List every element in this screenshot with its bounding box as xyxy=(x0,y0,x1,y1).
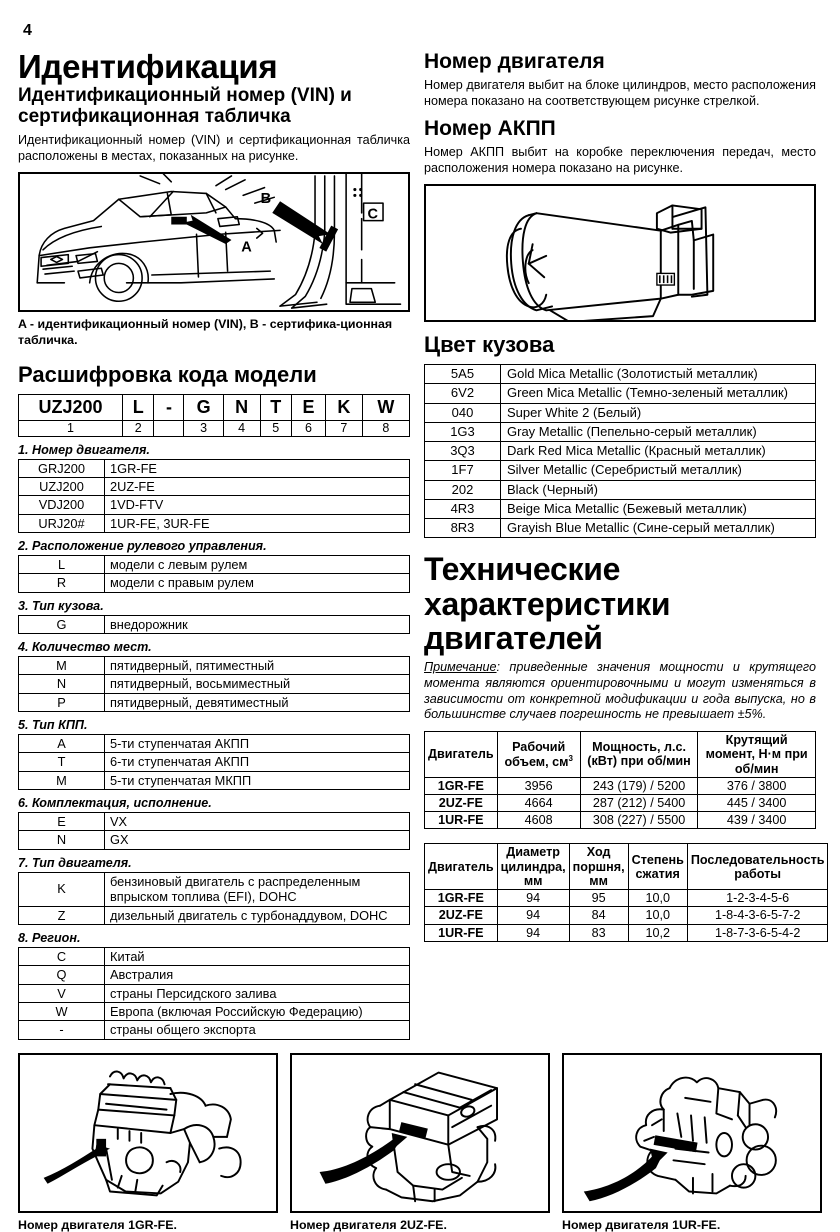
section-index-7: 7. Тип двигателя. xyxy=(18,855,132,870)
akpp-location-figure xyxy=(424,184,816,322)
engine-1ur-fe-figure xyxy=(562,1053,822,1213)
cell-compression: 10,0 xyxy=(628,890,687,907)
table-row xyxy=(425,794,816,811)
section-index-8: 8. Регион. xyxy=(18,930,81,945)
color-name: Super White 2 (Белый) xyxy=(501,403,816,422)
color-code: 3Q3 xyxy=(425,442,501,461)
row-key: VDJ200 xyxy=(19,496,105,514)
code-cell: UZJ200 xyxy=(19,394,123,420)
cell-torque: 445 / 3400 xyxy=(698,794,816,811)
row-key: R xyxy=(19,574,105,592)
cell-compression: 10,0 xyxy=(628,907,687,924)
body-type-table xyxy=(18,615,410,634)
table-row xyxy=(425,461,816,480)
engine-dimensions-table xyxy=(424,843,828,941)
superscript-3: 3 xyxy=(568,753,573,763)
row-value: бензиновый двигатель с распределенным впрыском топлива (EFI), DOHC xyxy=(105,872,410,906)
cell-bore: 94 xyxy=(497,907,569,924)
col-power: Мощность, л.с. (кВт) при об/мин xyxy=(580,732,698,778)
section-subtitle: Идентификационный номер (VIN) и сертификационная табличка xyxy=(18,84,352,127)
row-value: модели с правым рулем xyxy=(105,574,410,592)
table-row xyxy=(19,947,410,965)
model-code-letters-row xyxy=(19,394,410,420)
row-key: N xyxy=(19,675,105,693)
table-row xyxy=(19,966,410,984)
code-cell: T xyxy=(260,394,291,420)
row-key: V xyxy=(19,984,105,1002)
region-table xyxy=(18,947,410,1040)
table-row xyxy=(19,693,410,711)
row-key: GRJ200 xyxy=(19,459,105,477)
row-key: Q xyxy=(19,966,105,984)
cell-stroke: 84 xyxy=(569,907,628,924)
table-row xyxy=(425,519,816,538)
table-row xyxy=(425,499,816,518)
row-value: модели с левым рулем xyxy=(105,556,410,574)
color-name: Black (Черный) xyxy=(501,480,816,499)
row-key: - xyxy=(19,1021,105,1039)
row-key: P xyxy=(19,693,105,711)
row-value: пятидверный, восьмиместный xyxy=(105,675,410,693)
table-row xyxy=(19,1021,410,1039)
row-value: пятидверный, пятиместный xyxy=(105,657,410,675)
engine-figure-cell-1 xyxy=(18,1053,278,1232)
tech-specs-heading: Технические характеристики двигателей xyxy=(424,551,671,656)
svg-text:B: B xyxy=(260,191,272,208)
col-torque: Крутящий момент, Н·м при об/мин xyxy=(698,732,816,778)
table-row xyxy=(425,384,816,403)
akpp-number-heading: Номер АКПП xyxy=(424,117,556,141)
cell-displacement: 4608 xyxy=(497,812,580,829)
right-column xyxy=(424,50,825,956)
code-cell: K xyxy=(326,394,363,420)
row-key: E xyxy=(19,813,105,831)
cell-engine: 1GR-FE xyxy=(425,890,498,907)
cell-engine: 1UR-FE xyxy=(425,924,498,941)
color-code: 202 xyxy=(425,480,501,499)
color-code: 1G3 xyxy=(425,422,501,441)
color-name: Beige Mica Metallic (Бежевый металлик) xyxy=(501,499,816,518)
section-index-5: 5. Тип КПП. xyxy=(18,718,88,733)
cell-power: 287 (212) / 5400 xyxy=(580,794,698,811)
cell-engine: 2UZ-FE xyxy=(425,794,498,811)
vin-figure-caption: A - идентификационный номер (VIN), B - сертифика-ционная табличка. xyxy=(18,317,393,347)
note-text: : приведенные значения мощности и крутящего момента являются ориентировочными и могут изменяться в зависимости от конкретной модификации и года выпуска, но в большинстве случаев погрешность не превышает ±5%. xyxy=(424,660,816,722)
table-row xyxy=(425,907,828,924)
row-value: страны общего экспорта xyxy=(105,1021,410,1039)
cell-firing-order: 1-8-4-3-6-5-7-2 xyxy=(687,907,828,924)
cell-torque: 376 / 3800 xyxy=(698,777,816,794)
cell-engine: 1GR-FE xyxy=(425,777,498,794)
left-column xyxy=(18,50,410,1041)
row-key: T xyxy=(19,753,105,771)
code-cell: N xyxy=(223,394,260,420)
page-title: Идентификация xyxy=(18,48,278,85)
section-index-2: 2. Расположение рулевого управления. xyxy=(18,539,267,554)
svg-text:A: A xyxy=(241,240,252,257)
table-row xyxy=(19,872,410,906)
tech-specs-note xyxy=(424,660,816,723)
cell-stroke: 83 xyxy=(569,924,628,941)
table-row xyxy=(19,771,410,789)
row-value: внедорожник xyxy=(105,615,410,633)
color-code: 8R3 xyxy=(425,519,501,538)
engine-figure-caption-3: Номер двигателя 1UR-FE. xyxy=(562,1217,721,1232)
code-cell: - xyxy=(154,394,184,420)
engine-figures-strip xyxy=(18,1053,822,1232)
row-key: M xyxy=(19,657,105,675)
row-value: 6-ти ступенчатая АКПП xyxy=(105,753,410,771)
code-index: 3 xyxy=(184,420,223,436)
row-key: A xyxy=(19,735,105,753)
row-value: VX xyxy=(105,813,410,831)
row-value: 5-ти ступенчатая МКПП xyxy=(105,771,410,789)
table-row xyxy=(425,422,816,441)
row-value: 5-ти ступенчатая АКПП xyxy=(105,735,410,753)
code-index: 7 xyxy=(326,420,363,436)
row-value: дизельный двигатель с турбонаддувом, DOHC xyxy=(105,906,410,924)
col-compression: Степень сжатия xyxy=(628,844,687,890)
row-key: UZJ200 xyxy=(19,478,105,496)
cell-firing-order: 1-8-7-3-6-5-4-2 xyxy=(687,924,828,941)
col-engine: Двигатель xyxy=(425,844,498,890)
section-index-4: 4. Количество мест. xyxy=(18,640,152,655)
table-row xyxy=(425,777,816,794)
engine-figure-cell-2 xyxy=(290,1053,550,1232)
code-index xyxy=(154,420,184,436)
code-cell: L xyxy=(123,394,154,420)
engine-1gr-fe-figure xyxy=(18,1053,278,1213)
engine-number-text: Номер двигателя выбит на блоке цилиндров, место расположения номера показано на соответствующем рисунке стрелкой. xyxy=(424,78,816,108)
table-row xyxy=(425,365,816,384)
engine-2uz-fe-figure xyxy=(290,1053,550,1213)
row-value: Китай xyxy=(105,947,410,965)
table-row xyxy=(425,442,816,461)
cell-engine: 2UZ-FE xyxy=(425,907,498,924)
col-displacement-label: Рабочий объем, см xyxy=(504,739,569,770)
page-number: 4 xyxy=(23,22,32,39)
engine-figure-caption-1: Номер двигателя 1GR-FE. xyxy=(18,1217,177,1232)
table-row xyxy=(19,984,410,1002)
table-row xyxy=(425,480,816,499)
table-row xyxy=(19,496,410,514)
row-value: Европа (включая Российскую Федерацию) xyxy=(105,1002,410,1020)
row-key: G xyxy=(19,615,105,633)
model-code-numbers-row xyxy=(19,420,410,436)
cell-bore: 94 xyxy=(497,890,569,907)
row-value: GX xyxy=(105,831,410,849)
row-key: M xyxy=(19,771,105,789)
row-key: W xyxy=(19,1002,105,1020)
col-firing-order: Последовательность работы xyxy=(687,844,828,890)
table-row xyxy=(425,812,816,829)
table-row xyxy=(19,657,410,675)
engine-figure-caption-2: Номер двигателя 2UZ-FE. xyxy=(290,1217,447,1232)
model-code-table xyxy=(18,394,410,437)
table-header-row xyxy=(425,732,816,778)
table-row xyxy=(425,403,816,422)
table-row xyxy=(19,574,410,592)
code-index: 4 xyxy=(223,420,260,436)
cell-displacement: 3956 xyxy=(497,777,580,794)
cell-bore: 94 xyxy=(497,924,569,941)
cell-engine: 1UR-FE xyxy=(425,812,498,829)
row-key: N xyxy=(19,831,105,849)
section-index-6: 6. Комплектация, исполнение. xyxy=(18,796,212,811)
color-name: Silver Metallic (Серебристый металлик) xyxy=(501,461,816,480)
row-value: 1VD-FTV xyxy=(105,496,410,514)
code-cell: E xyxy=(291,394,325,420)
table-row xyxy=(19,813,410,831)
col-bore: Диаметр цилиндра, мм xyxy=(497,844,569,890)
body-color-table xyxy=(424,364,816,538)
row-value: 2UZ-FE xyxy=(105,478,410,496)
table-row xyxy=(19,556,410,574)
color-code: 040 xyxy=(425,403,501,422)
vin-location-figure xyxy=(18,172,410,312)
row-key: URJ20# xyxy=(19,514,105,532)
row-value: Австралия xyxy=(105,966,410,984)
row-value: пятидверный, девятиместный xyxy=(105,693,410,711)
table-row xyxy=(19,753,410,771)
seats-count-table xyxy=(18,656,410,712)
table-row xyxy=(19,675,410,693)
body-color-heading: Цвет кузова xyxy=(424,332,555,358)
engine-number-table xyxy=(18,459,410,533)
table-row xyxy=(19,514,410,532)
trim-level-table xyxy=(18,812,410,850)
col-displacement xyxy=(497,732,580,778)
engine-figure-cell-3 xyxy=(562,1053,822,1232)
code-index: 8 xyxy=(362,420,409,436)
cell-stroke: 95 xyxy=(569,890,628,907)
code-index: 1 xyxy=(19,420,123,436)
cell-power: 308 (227) / 5500 xyxy=(580,812,698,829)
table-row xyxy=(425,890,828,907)
steering-position-table xyxy=(18,555,410,593)
table-row xyxy=(19,478,410,496)
cell-torque: 439 / 3400 xyxy=(698,812,816,829)
akpp-number-text: Номер АКПП выбит на коробке переключения передач, место расположения номера показано на рисунке. xyxy=(424,145,816,175)
note-label: Примечание xyxy=(424,660,497,675)
color-code: 5A5 xyxy=(425,365,501,384)
engine-number-heading: Номер двигателя xyxy=(424,50,605,73)
section-index-1: 1. Номер двигателя. xyxy=(18,442,150,457)
color-name: Gold Mica Metallic (Золотистый металлик) xyxy=(501,365,816,384)
col-engine: Двигатель xyxy=(425,732,498,778)
code-index: 6 xyxy=(291,420,325,436)
model-code-heading: Расшифровка кода модели xyxy=(18,361,317,387)
color-name: Green Mica Metallic (Темно-зеленый металлик) xyxy=(501,384,816,403)
row-key: L xyxy=(19,556,105,574)
row-key: Z xyxy=(19,906,105,924)
row-key: C xyxy=(19,947,105,965)
table-row xyxy=(19,459,410,477)
row-value: 1UR-FE, 3UR-FE xyxy=(105,514,410,532)
cell-firing-order: 1-2-3-4-5-6 xyxy=(687,890,828,907)
table-row xyxy=(19,735,410,753)
color-code: 6V2 xyxy=(425,384,501,403)
cell-compression: 10,2 xyxy=(628,924,687,941)
color-name: Grayish Blue Metallic (Сине-серый металлик) xyxy=(501,519,816,538)
table-row xyxy=(425,924,828,941)
color-name: Dark Red Mica Metallic (Красный металлик) xyxy=(501,442,816,461)
table-header-row xyxy=(425,844,828,890)
engine-power-table xyxy=(424,731,816,829)
color-code: 1F7 xyxy=(425,461,501,480)
cell-displacement: 4664 xyxy=(497,794,580,811)
cell-power: 243 (179) / 5200 xyxy=(580,777,698,794)
code-cell: G xyxy=(184,394,223,420)
col-stroke: Ход поршня, мм xyxy=(569,844,628,890)
code-index: 2 xyxy=(123,420,154,436)
section-index-3: 3. Тип кузова. xyxy=(18,598,104,613)
vin-intro-text: Идентификационный номер (VIN) и сертификационная табличка расположены в местах, показанных на рисунке. xyxy=(18,133,410,163)
row-key: K xyxy=(19,872,105,906)
transmission-type-table xyxy=(18,734,410,790)
row-value: 1GR-FE xyxy=(105,459,410,477)
table-row xyxy=(19,831,410,849)
table-row xyxy=(19,906,410,924)
code-index: 5 xyxy=(260,420,291,436)
color-name: Gray Metallic (Пепельно-серый металлик) xyxy=(501,422,816,441)
two-column-layout xyxy=(18,48,825,1041)
code-cell: W xyxy=(362,394,409,420)
table-row xyxy=(19,1002,410,1020)
table-row xyxy=(19,615,410,633)
color-code: 4R3 xyxy=(425,499,501,518)
engine-type-table xyxy=(18,872,410,925)
svg-text:C: C xyxy=(367,207,379,224)
row-value: страны Персидского залива xyxy=(105,984,410,1002)
